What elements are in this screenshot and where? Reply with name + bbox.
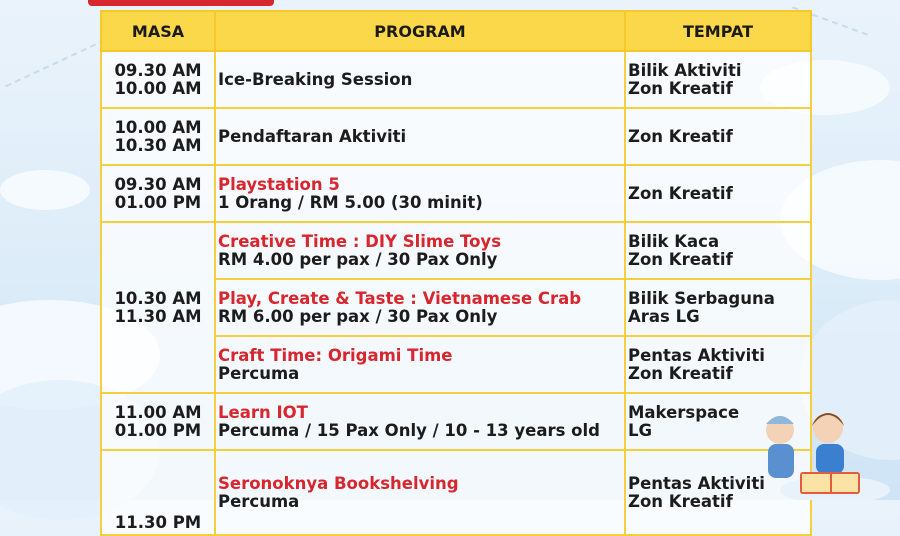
program-title: Learn IOT xyxy=(218,402,308,422)
program-desc: Percuma xyxy=(218,491,300,511)
time-cell xyxy=(101,450,215,535)
table-row xyxy=(101,222,811,279)
time-end: 01.00 PM xyxy=(114,192,202,212)
time-end: 01.00 PM xyxy=(114,420,202,440)
header-masa: MASA xyxy=(101,11,215,51)
place-line: Bilik Aktiviti xyxy=(628,60,742,80)
place-cell xyxy=(625,336,811,393)
time-start: 11.00 AM xyxy=(114,402,202,422)
dashed-line xyxy=(5,35,115,88)
place-line: Zon Kreatif xyxy=(628,183,733,203)
place-line: Bilik Kaca xyxy=(628,231,720,251)
program-cell xyxy=(215,108,625,165)
place-line: Zon Kreatif xyxy=(628,249,733,269)
place-cell xyxy=(625,108,811,165)
program-desc: Percuma / 15 Pax Only / 10 - 13 years old xyxy=(218,420,600,440)
time-cell xyxy=(101,108,215,165)
place-cell xyxy=(625,165,811,222)
place-cell xyxy=(625,279,811,336)
time-end: 10.30 AM xyxy=(114,135,202,155)
program-cell xyxy=(215,165,625,222)
program-cell xyxy=(215,51,625,108)
program-desc: RM 4.00 per pax / 30 Pax Only xyxy=(218,249,498,269)
table-row xyxy=(101,51,811,108)
time-start: 10.30 AM xyxy=(114,288,202,308)
place-line: Pentas Aktiviti xyxy=(628,345,765,365)
program-desc: Ice-Breaking Session xyxy=(218,69,413,89)
program-cell xyxy=(215,393,625,450)
place-line: Zon Kreatif xyxy=(628,78,733,98)
place-line: Makerspace xyxy=(628,402,740,422)
place-line: Aras LG xyxy=(628,306,700,326)
table-row xyxy=(101,450,811,535)
program-desc: Pendaftaran Aktiviti xyxy=(218,126,407,146)
program-cell xyxy=(215,336,625,393)
place-line: LG xyxy=(628,420,653,440)
time-start: 10.00 AM xyxy=(114,117,202,137)
place-line: Zon Kreatif xyxy=(628,126,733,146)
children-reading-illustration xyxy=(740,400,890,500)
time-start: 09.30 AM xyxy=(114,174,202,194)
place-cell xyxy=(625,222,811,279)
program-title: Craft Time: Origami Time xyxy=(218,345,453,365)
header-program: PROGRAM xyxy=(215,11,625,51)
program-title: Play, Create & Taste : Vietnamese Crab xyxy=(218,288,582,308)
time-start: 11.30 PM xyxy=(114,513,202,532)
table-row xyxy=(101,108,811,165)
place-line: Bilik Serbaguna xyxy=(628,288,775,308)
table-row xyxy=(101,165,811,222)
program-cell xyxy=(215,222,625,279)
schedule-table xyxy=(100,10,812,536)
program-title: Playstation 5 xyxy=(218,174,340,194)
program-desc: RM 6.00 per pax / 30 Pax Only xyxy=(218,306,498,326)
time-cell xyxy=(101,222,215,393)
place-line: Pentas Aktiviti xyxy=(628,473,765,493)
time-cell xyxy=(101,393,215,450)
time-start: 09.30 AM xyxy=(114,60,202,80)
header-row xyxy=(101,11,811,51)
program-desc: Percuma xyxy=(218,363,300,383)
program-title: Seronoknya Bookshelving xyxy=(218,473,459,493)
program-cell xyxy=(215,279,625,336)
program-desc: 1 Orang / RM 5.00 (30 minit) xyxy=(218,192,483,212)
table-row xyxy=(101,393,811,450)
program-cell xyxy=(215,450,625,535)
header-tempat: TEMPAT xyxy=(625,11,811,51)
place-line: Zon Kreatif xyxy=(628,363,733,383)
place-cell xyxy=(625,51,811,108)
place-line: Zon Kreatif xyxy=(628,491,733,511)
time-cell xyxy=(101,51,215,108)
top-banner xyxy=(88,0,274,6)
program-title: Creative Time : DIY Slime Toys xyxy=(218,231,502,251)
time-end: 11.30 AM xyxy=(114,306,202,326)
cloud-shape xyxy=(0,170,90,210)
time-cell xyxy=(101,165,215,222)
time-end: 10.00 AM xyxy=(114,78,202,98)
